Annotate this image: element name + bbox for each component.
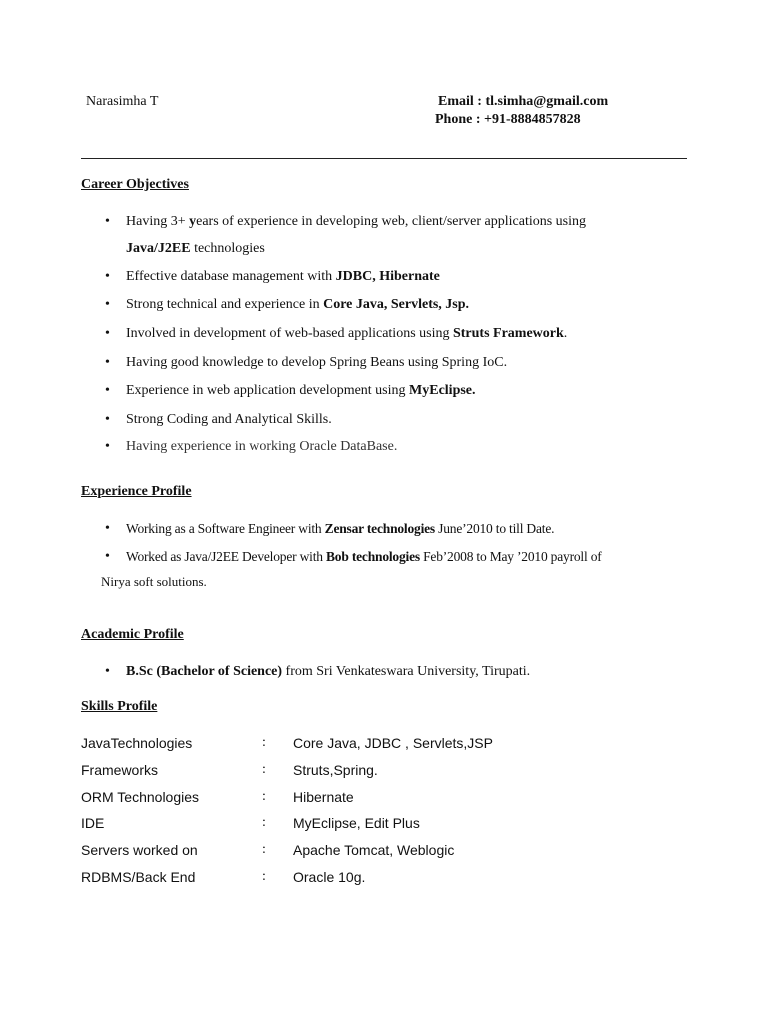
bullet-icon: • [105,664,110,679]
candidate-name: Narasimha T [86,94,159,109]
skill-separator: : [262,789,266,804]
career-item-1-text: Having 3+ years of experience in developing web, client/server applications using [126,214,587,229]
bullet-icon: • [105,269,110,284]
bullet-icon: • [105,326,110,341]
skill-value: Apache Tomcat, Weblogic [293,842,455,858]
bullet-icon: • [105,412,110,427]
experience-item-2-cont: Nirya soft solutions. [101,574,207,589]
experience-profile-heading: Experience Profile [81,484,192,499]
academic-profile-heading: Academic Profile [81,627,184,642]
skill-separator: : [262,815,266,830]
bullet-icon: • [105,521,110,536]
career-item-1 [126,214,687,230]
skill-separator: : [262,869,266,884]
bullet-icon: • [105,355,110,370]
skill-label: Servers worked on [81,842,198,858]
career-item-6: Experience in web application development using MyEclipse. [126,383,476,398]
bullet-icon: • [105,383,110,398]
skill-label: JavaTechnologies [81,735,193,751]
academic-item-1: B.Sc (Bachelor of Science) from Sri Venkateswara University, Tirupati. [126,664,531,679]
skill-label: IDE [81,815,105,831]
skill-value: Core Java, JDBC , Servlets,JSP [293,735,493,751]
career-item-7: Strong Coding and Analytical Skills. [126,412,332,427]
career-item-2: Effective database management with JDBC, Hibernate [126,269,440,284]
bullet-icon: • [105,214,110,229]
career-item-5: Having good knowledge to develop Spring Beans using Spring IoC. [126,355,508,370]
phone-number: Phone : +91-8884857828 [435,112,581,127]
career-item-3: Strong technical and experience in Core Java, Servlets, Jsp. [126,297,470,312]
skills-profile-heading: Skills Profile [81,699,158,714]
skill-separator: : [262,762,266,777]
skill-label: RDBMS/Back End [81,869,196,885]
skill-value: Oracle 10g. [293,869,366,885]
skill-label: Frameworks [81,762,159,778]
skill-value: MyEclipse, Edit Plus [293,815,420,831]
career-item-4: Involved in development of web-based applications using Struts Framework. [126,326,568,341]
bullet-icon: • [105,549,110,564]
experience-item-1: Working as a Software Engineer with Zensar technologies June’2010 to till Date. [126,521,555,536]
bullet-icon: • [105,297,110,312]
skill-label: ORM Technologies [81,789,200,805]
bullet-icon: • [105,439,110,454]
email-address: Email : tl.simha@gmail.com [438,94,609,109]
skill-value: Hibernate [293,789,354,805]
career-item-1-cont: Java/J2EE technologies [126,241,265,256]
skill-separator: : [262,735,266,750]
header-divider [81,158,687,159]
career-item-8: Having experience in working Oracle DataBase. [126,439,398,454]
experience-item-2: Worked as Java/J2EE Developer with Bob technologies Feb’2008 to May ’2010 payroll of [126,549,602,564]
career-objectives-heading: Career Objectives [81,177,189,192]
skill-separator: : [262,842,266,857]
skill-value: Struts,Spring. [293,762,378,778]
